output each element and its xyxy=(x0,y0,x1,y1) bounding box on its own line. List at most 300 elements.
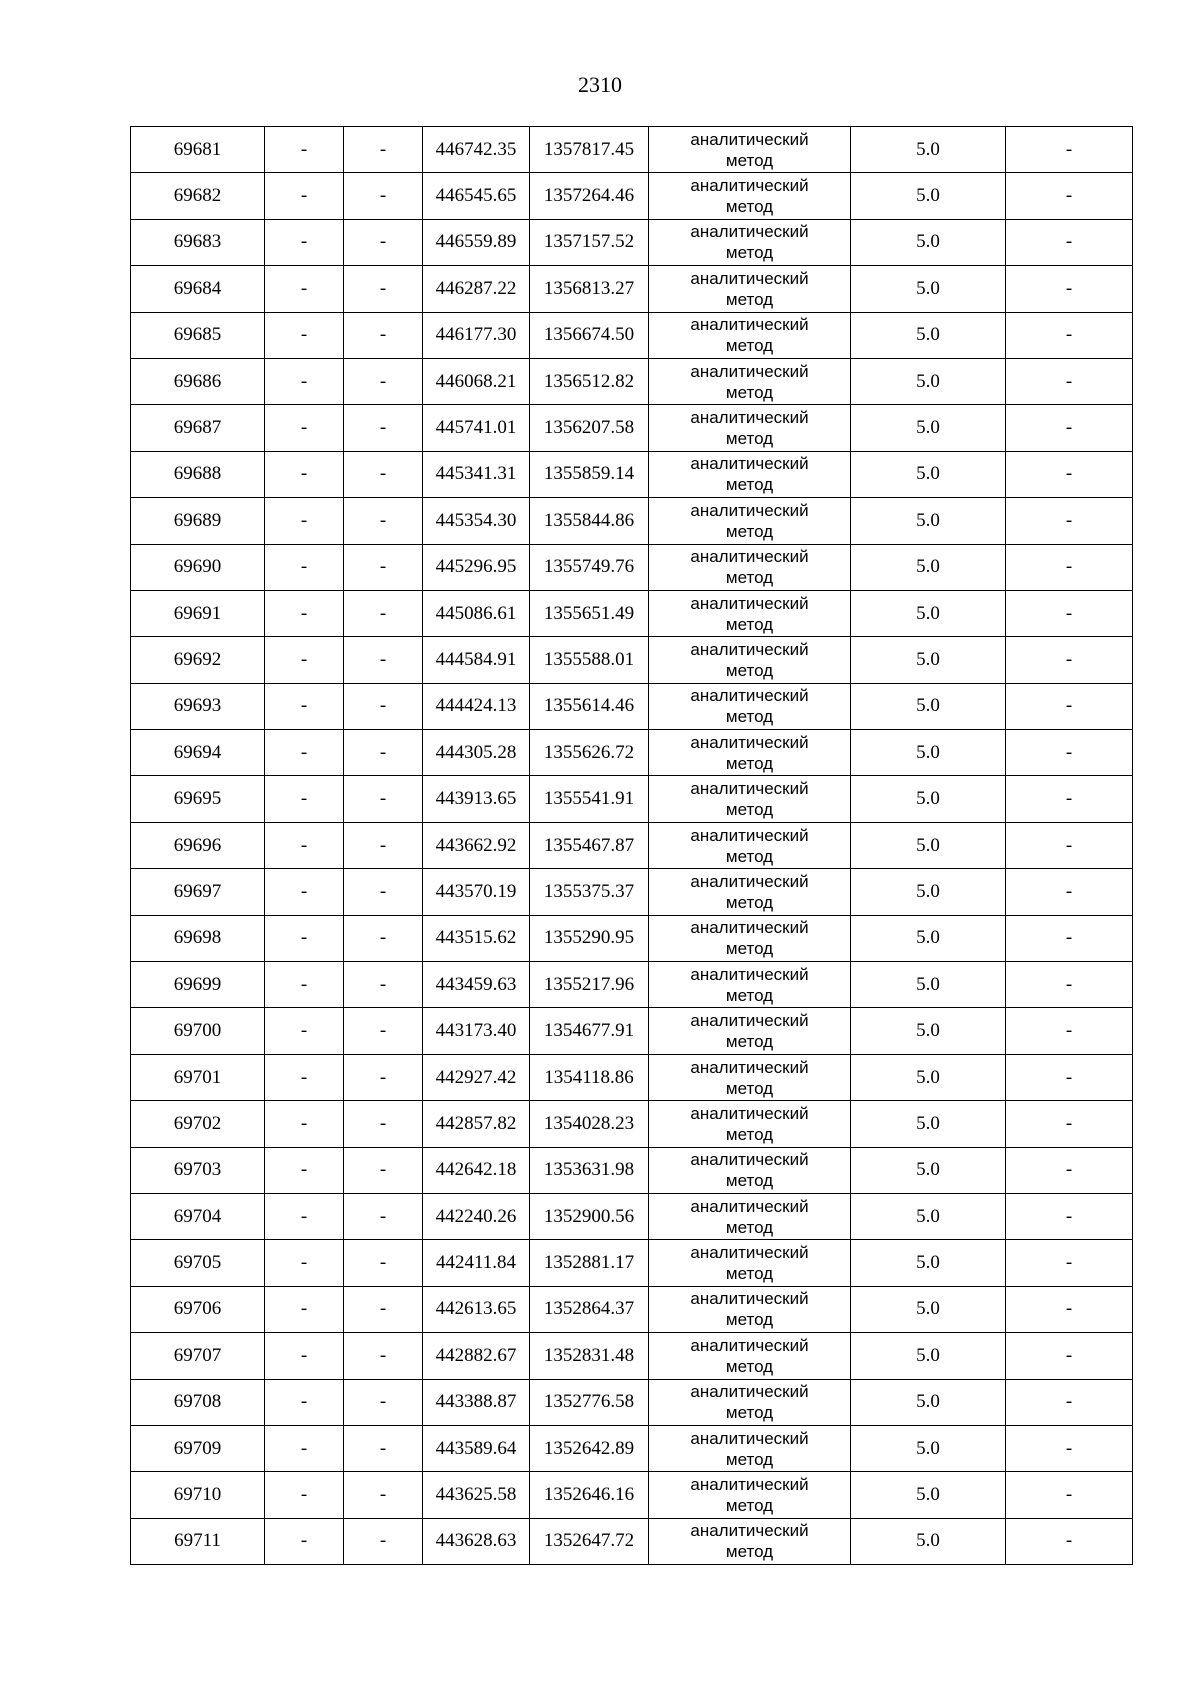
method-line-1: аналитический xyxy=(690,1103,809,1123)
x-coordinate-cell: 443589.64 xyxy=(423,1425,530,1471)
table-row xyxy=(131,405,1133,451)
x-coordinate-cell: 446559.89 xyxy=(423,219,530,265)
empty-column-3-cell: - xyxy=(344,219,423,265)
method-line-2: метод xyxy=(725,289,774,309)
empty-column-3-cell: - xyxy=(344,1193,423,1239)
x-coordinate-cell: 443913.65 xyxy=(423,776,530,822)
note-cell: - xyxy=(1006,1193,1133,1239)
coordinates-table xyxy=(130,126,1133,1565)
y-coordinate-cell: 1352864.37 xyxy=(530,1286,649,1332)
empty-column-2-cell: - xyxy=(265,173,344,219)
accuracy-cell: 5.0 xyxy=(851,358,1006,404)
empty-column-2-cell: - xyxy=(265,915,344,961)
y-coordinate-cell: 1355588.01 xyxy=(530,637,649,683)
method-line-2: метод xyxy=(725,707,774,727)
method-line-2: метод xyxy=(725,475,774,495)
y-coordinate-cell: 1356674.50 xyxy=(530,312,649,358)
note-cell: - xyxy=(1006,683,1133,729)
note-cell: - xyxy=(1006,1008,1133,1054)
accuracy-cell: 5.0 xyxy=(851,1518,1006,1564)
empty-column-3-cell: - xyxy=(344,451,423,497)
y-coordinate-cell: 1355375.37 xyxy=(530,869,649,915)
method-line-1: аналитический xyxy=(690,547,809,567)
note-cell: - xyxy=(1006,1472,1133,1518)
empty-column-2-cell: - xyxy=(265,358,344,404)
x-coordinate-cell: 442240.26 xyxy=(423,1193,530,1239)
note-cell: - xyxy=(1006,1101,1133,1147)
y-coordinate-cell: 1354028.23 xyxy=(530,1101,649,1147)
method-line-1: аналитический xyxy=(690,964,809,984)
method-line-2: метод xyxy=(725,614,774,634)
empty-column-2-cell: - xyxy=(265,1193,344,1239)
x-coordinate-cell: 444305.28 xyxy=(423,730,530,776)
y-coordinate-cell: 1352831.48 xyxy=(530,1333,649,1379)
method-line-2: метод xyxy=(725,1264,774,1284)
point-number-cell: 69711 xyxy=(131,1518,265,1564)
empty-column-3-cell: - xyxy=(344,683,423,729)
x-coordinate-cell: 445296.95 xyxy=(423,544,530,590)
y-coordinate-cell: 1353631.98 xyxy=(530,1147,649,1193)
accuracy-cell: 5.0 xyxy=(851,637,1006,683)
x-coordinate-cell: 443628.63 xyxy=(423,1518,530,1564)
empty-column-3-cell: - xyxy=(344,312,423,358)
method-line-1: аналитический xyxy=(690,825,809,845)
table-row xyxy=(131,776,1133,822)
accuracy-cell: 5.0 xyxy=(851,266,1006,312)
method-cell xyxy=(649,219,851,265)
note-cell: - xyxy=(1006,544,1133,590)
accuracy-cell: 5.0 xyxy=(851,1008,1006,1054)
note-cell: - xyxy=(1006,730,1133,776)
accuracy-cell: 5.0 xyxy=(851,498,1006,544)
table-row xyxy=(131,730,1133,776)
x-coordinate-cell: 446287.22 xyxy=(423,266,530,312)
note-cell: - xyxy=(1006,1286,1133,1332)
x-coordinate-cell: 445086.61 xyxy=(423,590,530,636)
table-row xyxy=(131,1425,1133,1471)
point-number-cell: 69688 xyxy=(131,451,265,497)
accuracy-cell: 5.0 xyxy=(851,776,1006,822)
accuracy-cell: 5.0 xyxy=(851,590,1006,636)
empty-column-3-cell: - xyxy=(344,915,423,961)
method-line-1: аналитический xyxy=(690,1335,809,1355)
note-cell: - xyxy=(1006,1333,1133,1379)
y-coordinate-cell: 1352900.56 xyxy=(530,1193,649,1239)
empty-column-2-cell: - xyxy=(265,869,344,915)
note-cell: - xyxy=(1006,173,1133,219)
y-coordinate-cell: 1355467.87 xyxy=(530,822,649,868)
method-line-2: метод xyxy=(725,243,774,263)
note-cell: - xyxy=(1006,869,1133,915)
method-cell xyxy=(649,544,851,590)
point-number-cell: 69702 xyxy=(131,1101,265,1147)
page-number: 2310 xyxy=(578,72,622,97)
empty-column-2-cell: - xyxy=(265,1054,344,1100)
method-line-1: аналитический xyxy=(690,315,809,335)
y-coordinate-cell: 1357157.52 xyxy=(530,219,649,265)
note-cell: - xyxy=(1006,405,1133,451)
method-line-1: аналитический xyxy=(690,361,809,381)
method-cell xyxy=(649,312,851,358)
x-coordinate-cell: 443662.92 xyxy=(423,822,530,868)
note-cell: - xyxy=(1006,962,1133,1008)
method-line-2: метод xyxy=(725,568,774,588)
table-row xyxy=(131,1286,1133,1332)
y-coordinate-cell: 1352646.16 xyxy=(530,1472,649,1518)
y-coordinate-cell: 1354677.91 xyxy=(530,1008,649,1054)
note-cell: - xyxy=(1006,127,1133,173)
x-coordinate-cell: 442613.65 xyxy=(423,1286,530,1332)
empty-column-3-cell: - xyxy=(344,1379,423,1425)
empty-column-2-cell: - xyxy=(265,1333,344,1379)
accuracy-cell: 5.0 xyxy=(851,405,1006,451)
empty-column-2-cell: - xyxy=(265,962,344,1008)
point-number-cell: 69689 xyxy=(131,498,265,544)
table-row xyxy=(131,1240,1133,1286)
point-number-cell: 69697 xyxy=(131,869,265,915)
method-cell xyxy=(649,1286,851,1332)
note-cell: - xyxy=(1006,1147,1133,1193)
empty-column-2-cell: - xyxy=(265,776,344,822)
method-cell xyxy=(649,173,851,219)
method-line-1: аналитический xyxy=(690,639,809,659)
table-row xyxy=(131,498,1133,544)
point-number-cell: 69695 xyxy=(131,776,265,822)
method-line-2: метод xyxy=(725,846,774,866)
empty-column-3-cell: - xyxy=(344,1333,423,1379)
y-coordinate-cell: 1355217.96 xyxy=(530,962,649,1008)
empty-column-3-cell: - xyxy=(344,1101,423,1147)
method-line-2: метод xyxy=(725,1542,774,1562)
x-coordinate-cell: 442857.82 xyxy=(423,1101,530,1147)
method-line-1: аналитический xyxy=(690,1521,809,1541)
note-cell: - xyxy=(1006,312,1133,358)
method-line-2: метод xyxy=(725,985,774,1005)
x-coordinate-cell: 446742.35 xyxy=(423,127,530,173)
x-coordinate-cell: 442642.18 xyxy=(423,1147,530,1193)
method-line-1: аналитический xyxy=(690,918,809,938)
point-number-cell: 69694 xyxy=(131,730,265,776)
point-number-cell: 69710 xyxy=(131,1472,265,1518)
method-line-2: метод xyxy=(725,336,774,356)
empty-column-2-cell: - xyxy=(265,1101,344,1147)
y-coordinate-cell: 1355626.72 xyxy=(530,730,649,776)
table-row xyxy=(131,637,1133,683)
empty-column-3-cell: - xyxy=(344,1286,423,1332)
y-coordinate-cell: 1354118.86 xyxy=(530,1054,649,1100)
table-row xyxy=(131,869,1133,915)
method-line-2: метод xyxy=(725,429,774,449)
table-row xyxy=(131,1472,1133,1518)
empty-column-2-cell: - xyxy=(265,822,344,868)
empty-column-2-cell: - xyxy=(265,219,344,265)
method-line-1: аналитический xyxy=(690,1428,809,1448)
method-cell xyxy=(649,590,851,636)
note-cell: - xyxy=(1006,637,1133,683)
method-line-2: метод xyxy=(725,150,774,170)
method-line-2: метод xyxy=(725,660,774,680)
x-coordinate-cell: 446177.30 xyxy=(423,312,530,358)
point-number-cell: 69682 xyxy=(131,173,265,219)
point-number-cell: 69705 xyxy=(131,1240,265,1286)
method-line-1: аналитический xyxy=(690,500,809,520)
empty-column-3-cell: - xyxy=(344,730,423,776)
method-line-2: метод xyxy=(725,1496,774,1516)
method-cell xyxy=(649,1472,851,1518)
empty-column-2-cell: - xyxy=(265,683,344,729)
table-row xyxy=(131,451,1133,497)
empty-column-3-cell: - xyxy=(344,127,423,173)
table-row xyxy=(131,127,1133,173)
empty-column-2-cell: - xyxy=(265,498,344,544)
method-line-1: аналитический xyxy=(690,1382,809,1402)
empty-column-2-cell: - xyxy=(265,1472,344,1518)
x-coordinate-cell: 443625.58 xyxy=(423,1472,530,1518)
accuracy-cell: 5.0 xyxy=(851,1286,1006,1332)
method-line-1: аналитический xyxy=(690,732,809,752)
method-line-2: метод xyxy=(725,892,774,912)
method-cell xyxy=(649,1518,851,1564)
empty-column-2-cell: - xyxy=(265,590,344,636)
method-line-2: метод xyxy=(725,1356,774,1376)
method-cell xyxy=(649,730,851,776)
point-number-cell: 69699 xyxy=(131,962,265,1008)
method-cell xyxy=(649,962,851,1008)
accuracy-cell: 5.0 xyxy=(851,127,1006,173)
x-coordinate-cell: 444424.13 xyxy=(423,683,530,729)
accuracy-cell: 5.0 xyxy=(851,1101,1006,1147)
method-cell xyxy=(649,915,851,961)
accuracy-cell: 5.0 xyxy=(851,962,1006,1008)
accuracy-cell: 5.0 xyxy=(851,683,1006,729)
method-cell xyxy=(649,127,851,173)
method-cell xyxy=(649,1101,851,1147)
empty-column-2-cell: - xyxy=(265,730,344,776)
y-coordinate-cell: 1355844.86 xyxy=(530,498,649,544)
method-line-1: аналитический xyxy=(690,1243,809,1263)
note-cell: - xyxy=(1006,1425,1133,1471)
empty-column-2-cell: - xyxy=(265,1008,344,1054)
method-line-2: метод xyxy=(725,800,774,820)
method-cell xyxy=(649,1193,851,1239)
method-cell xyxy=(649,1379,851,1425)
table-row xyxy=(131,1193,1133,1239)
method-line-1: аналитический xyxy=(690,593,809,613)
note-cell: - xyxy=(1006,498,1133,544)
empty-column-2-cell: - xyxy=(265,1379,344,1425)
accuracy-cell: 5.0 xyxy=(851,451,1006,497)
table-row xyxy=(131,266,1133,312)
note-cell: - xyxy=(1006,219,1133,265)
table-body xyxy=(131,127,1133,1565)
y-coordinate-cell: 1355541.91 xyxy=(530,776,649,822)
accuracy-cell: 5.0 xyxy=(851,1193,1006,1239)
x-coordinate-cell: 443173.40 xyxy=(423,1008,530,1054)
empty-column-3-cell: - xyxy=(344,358,423,404)
table-row xyxy=(131,683,1133,729)
accuracy-cell: 5.0 xyxy=(851,1333,1006,1379)
accuracy-cell: 5.0 xyxy=(851,1054,1006,1100)
method-line-1: аналитический xyxy=(690,871,809,891)
method-line-2: метод xyxy=(725,1171,774,1191)
method-cell xyxy=(649,776,851,822)
x-coordinate-cell: 443515.62 xyxy=(423,915,530,961)
point-number-cell: 69690 xyxy=(131,544,265,590)
method-line-2: метод xyxy=(725,1078,774,1098)
point-number-cell: 69692 xyxy=(131,637,265,683)
point-number-cell: 69685 xyxy=(131,312,265,358)
table-row xyxy=(131,1054,1133,1100)
x-coordinate-cell: 443459.63 xyxy=(423,962,530,1008)
method-cell xyxy=(649,683,851,729)
y-coordinate-cell: 1356512.82 xyxy=(530,358,649,404)
empty-column-3-cell: - xyxy=(344,1518,423,1564)
point-number-cell: 69700 xyxy=(131,1008,265,1054)
y-coordinate-cell: 1352881.17 xyxy=(530,1240,649,1286)
y-coordinate-cell: 1355290.95 xyxy=(530,915,649,961)
accuracy-cell: 5.0 xyxy=(851,1240,1006,1286)
note-cell: - xyxy=(1006,1379,1133,1425)
table-row xyxy=(131,590,1133,636)
point-number-cell: 69686 xyxy=(131,358,265,404)
method-line-1: аналитический xyxy=(690,686,809,706)
empty-column-2-cell: - xyxy=(265,1240,344,1286)
method-cell xyxy=(649,1008,851,1054)
method-line-1: аналитический xyxy=(690,408,809,428)
note-cell: - xyxy=(1006,776,1133,822)
method-line-2: метод xyxy=(725,1403,774,1423)
method-line-2: метод xyxy=(725,1032,774,1052)
table-row xyxy=(131,1101,1133,1147)
accuracy-cell: 5.0 xyxy=(851,822,1006,868)
empty-column-3-cell: - xyxy=(344,1240,423,1286)
point-number-cell: 69709 xyxy=(131,1425,265,1471)
method-line-1: аналитический xyxy=(690,176,809,196)
note-cell: - xyxy=(1006,1240,1133,1286)
method-line-1: аналитический xyxy=(690,1196,809,1216)
point-number-cell: 69683 xyxy=(131,219,265,265)
empty-column-2-cell: - xyxy=(265,1286,344,1332)
point-number-cell: 69701 xyxy=(131,1054,265,1100)
accuracy-cell: 5.0 xyxy=(851,1147,1006,1193)
empty-column-3-cell: - xyxy=(344,1472,423,1518)
empty-column-3-cell: - xyxy=(344,776,423,822)
note-cell: - xyxy=(1006,915,1133,961)
point-number-cell: 69703 xyxy=(131,1147,265,1193)
y-coordinate-cell: 1355859.14 xyxy=(530,451,649,497)
note-cell: - xyxy=(1006,266,1133,312)
empty-column-3-cell: - xyxy=(344,1008,423,1054)
point-number-cell: 69681 xyxy=(131,127,265,173)
point-number-cell: 69708 xyxy=(131,1379,265,1425)
method-line-1: аналитический xyxy=(690,1057,809,1077)
y-coordinate-cell: 1352776.58 xyxy=(530,1379,649,1425)
y-coordinate-cell: 1356207.58 xyxy=(530,405,649,451)
table-row xyxy=(131,1333,1133,1379)
table-row xyxy=(131,1147,1133,1193)
method-line-1: аналитический xyxy=(690,1011,809,1031)
empty-column-2-cell: - xyxy=(265,312,344,358)
empty-column-2-cell: - xyxy=(265,127,344,173)
method-line-1: аналитический xyxy=(690,1475,809,1495)
method-cell xyxy=(649,405,851,451)
x-coordinate-cell: 445354.30 xyxy=(423,498,530,544)
method-cell xyxy=(649,498,851,544)
empty-column-2-cell: - xyxy=(265,544,344,590)
y-coordinate-cell: 1357264.46 xyxy=(530,173,649,219)
point-number-cell: 69706 xyxy=(131,1286,265,1332)
accuracy-cell: 5.0 xyxy=(851,312,1006,358)
method-line-1: аналитический xyxy=(690,268,809,288)
empty-column-2-cell: - xyxy=(265,1518,344,1564)
accuracy-cell: 5.0 xyxy=(851,1472,1006,1518)
note-cell: - xyxy=(1006,1054,1133,1100)
y-coordinate-cell: 1352642.89 xyxy=(530,1425,649,1471)
empty-column-3-cell: - xyxy=(344,637,423,683)
y-coordinate-cell: 1355651.49 xyxy=(530,590,649,636)
method-line-1: аналитический xyxy=(690,454,809,474)
empty-column-3-cell: - xyxy=(344,173,423,219)
method-cell xyxy=(649,1333,851,1379)
method-cell xyxy=(649,637,851,683)
accuracy-cell: 5.0 xyxy=(851,219,1006,265)
empty-column-3-cell: - xyxy=(344,869,423,915)
empty-column-2-cell: - xyxy=(265,637,344,683)
empty-column-3-cell: - xyxy=(344,590,423,636)
table-row xyxy=(131,1008,1133,1054)
method-line-2: метод xyxy=(725,521,774,541)
method-line-2: метод xyxy=(725,197,774,217)
method-cell xyxy=(649,822,851,868)
note-cell: - xyxy=(1006,451,1133,497)
note-cell: - xyxy=(1006,590,1133,636)
accuracy-cell: 5.0 xyxy=(851,1425,1006,1471)
accuracy-cell: 5.0 xyxy=(851,869,1006,915)
point-number-cell: 69687 xyxy=(131,405,265,451)
method-line-1: аналитический xyxy=(690,222,809,242)
x-coordinate-cell: 442411.84 xyxy=(423,1240,530,1286)
point-number-cell: 69691 xyxy=(131,590,265,636)
method-cell xyxy=(649,358,851,404)
empty-column-2-cell: - xyxy=(265,1425,344,1471)
empty-column-3-cell: - xyxy=(344,962,423,1008)
empty-column-3-cell: - xyxy=(344,266,423,312)
point-number-cell: 69698 xyxy=(131,915,265,961)
method-line-1: аналитический xyxy=(690,1289,809,1309)
method-cell xyxy=(649,869,851,915)
x-coordinate-cell: 443570.19 xyxy=(423,869,530,915)
method-line-2: метод xyxy=(725,1310,774,1330)
x-coordinate-cell: 444584.91 xyxy=(423,637,530,683)
x-coordinate-cell: 442927.42 xyxy=(423,1054,530,1100)
x-coordinate-cell: 442882.67 xyxy=(423,1333,530,1379)
method-line-2: метод xyxy=(725,382,774,402)
accuracy-cell: 5.0 xyxy=(851,915,1006,961)
note-cell: - xyxy=(1006,1518,1133,1564)
method-line-1: аналитический xyxy=(690,779,809,799)
method-cell xyxy=(649,1054,851,1100)
point-number-cell: 69696 xyxy=(131,822,265,868)
table-row xyxy=(131,312,1133,358)
empty-column-2-cell: - xyxy=(265,266,344,312)
empty-column-3-cell: - xyxy=(344,498,423,544)
note-cell: - xyxy=(1006,358,1133,404)
accuracy-cell: 5.0 xyxy=(851,544,1006,590)
method-cell xyxy=(649,1425,851,1471)
point-number-cell: 69704 xyxy=(131,1193,265,1239)
method-line-2: метод xyxy=(725,1449,774,1469)
empty-column-3-cell: - xyxy=(344,1054,423,1100)
